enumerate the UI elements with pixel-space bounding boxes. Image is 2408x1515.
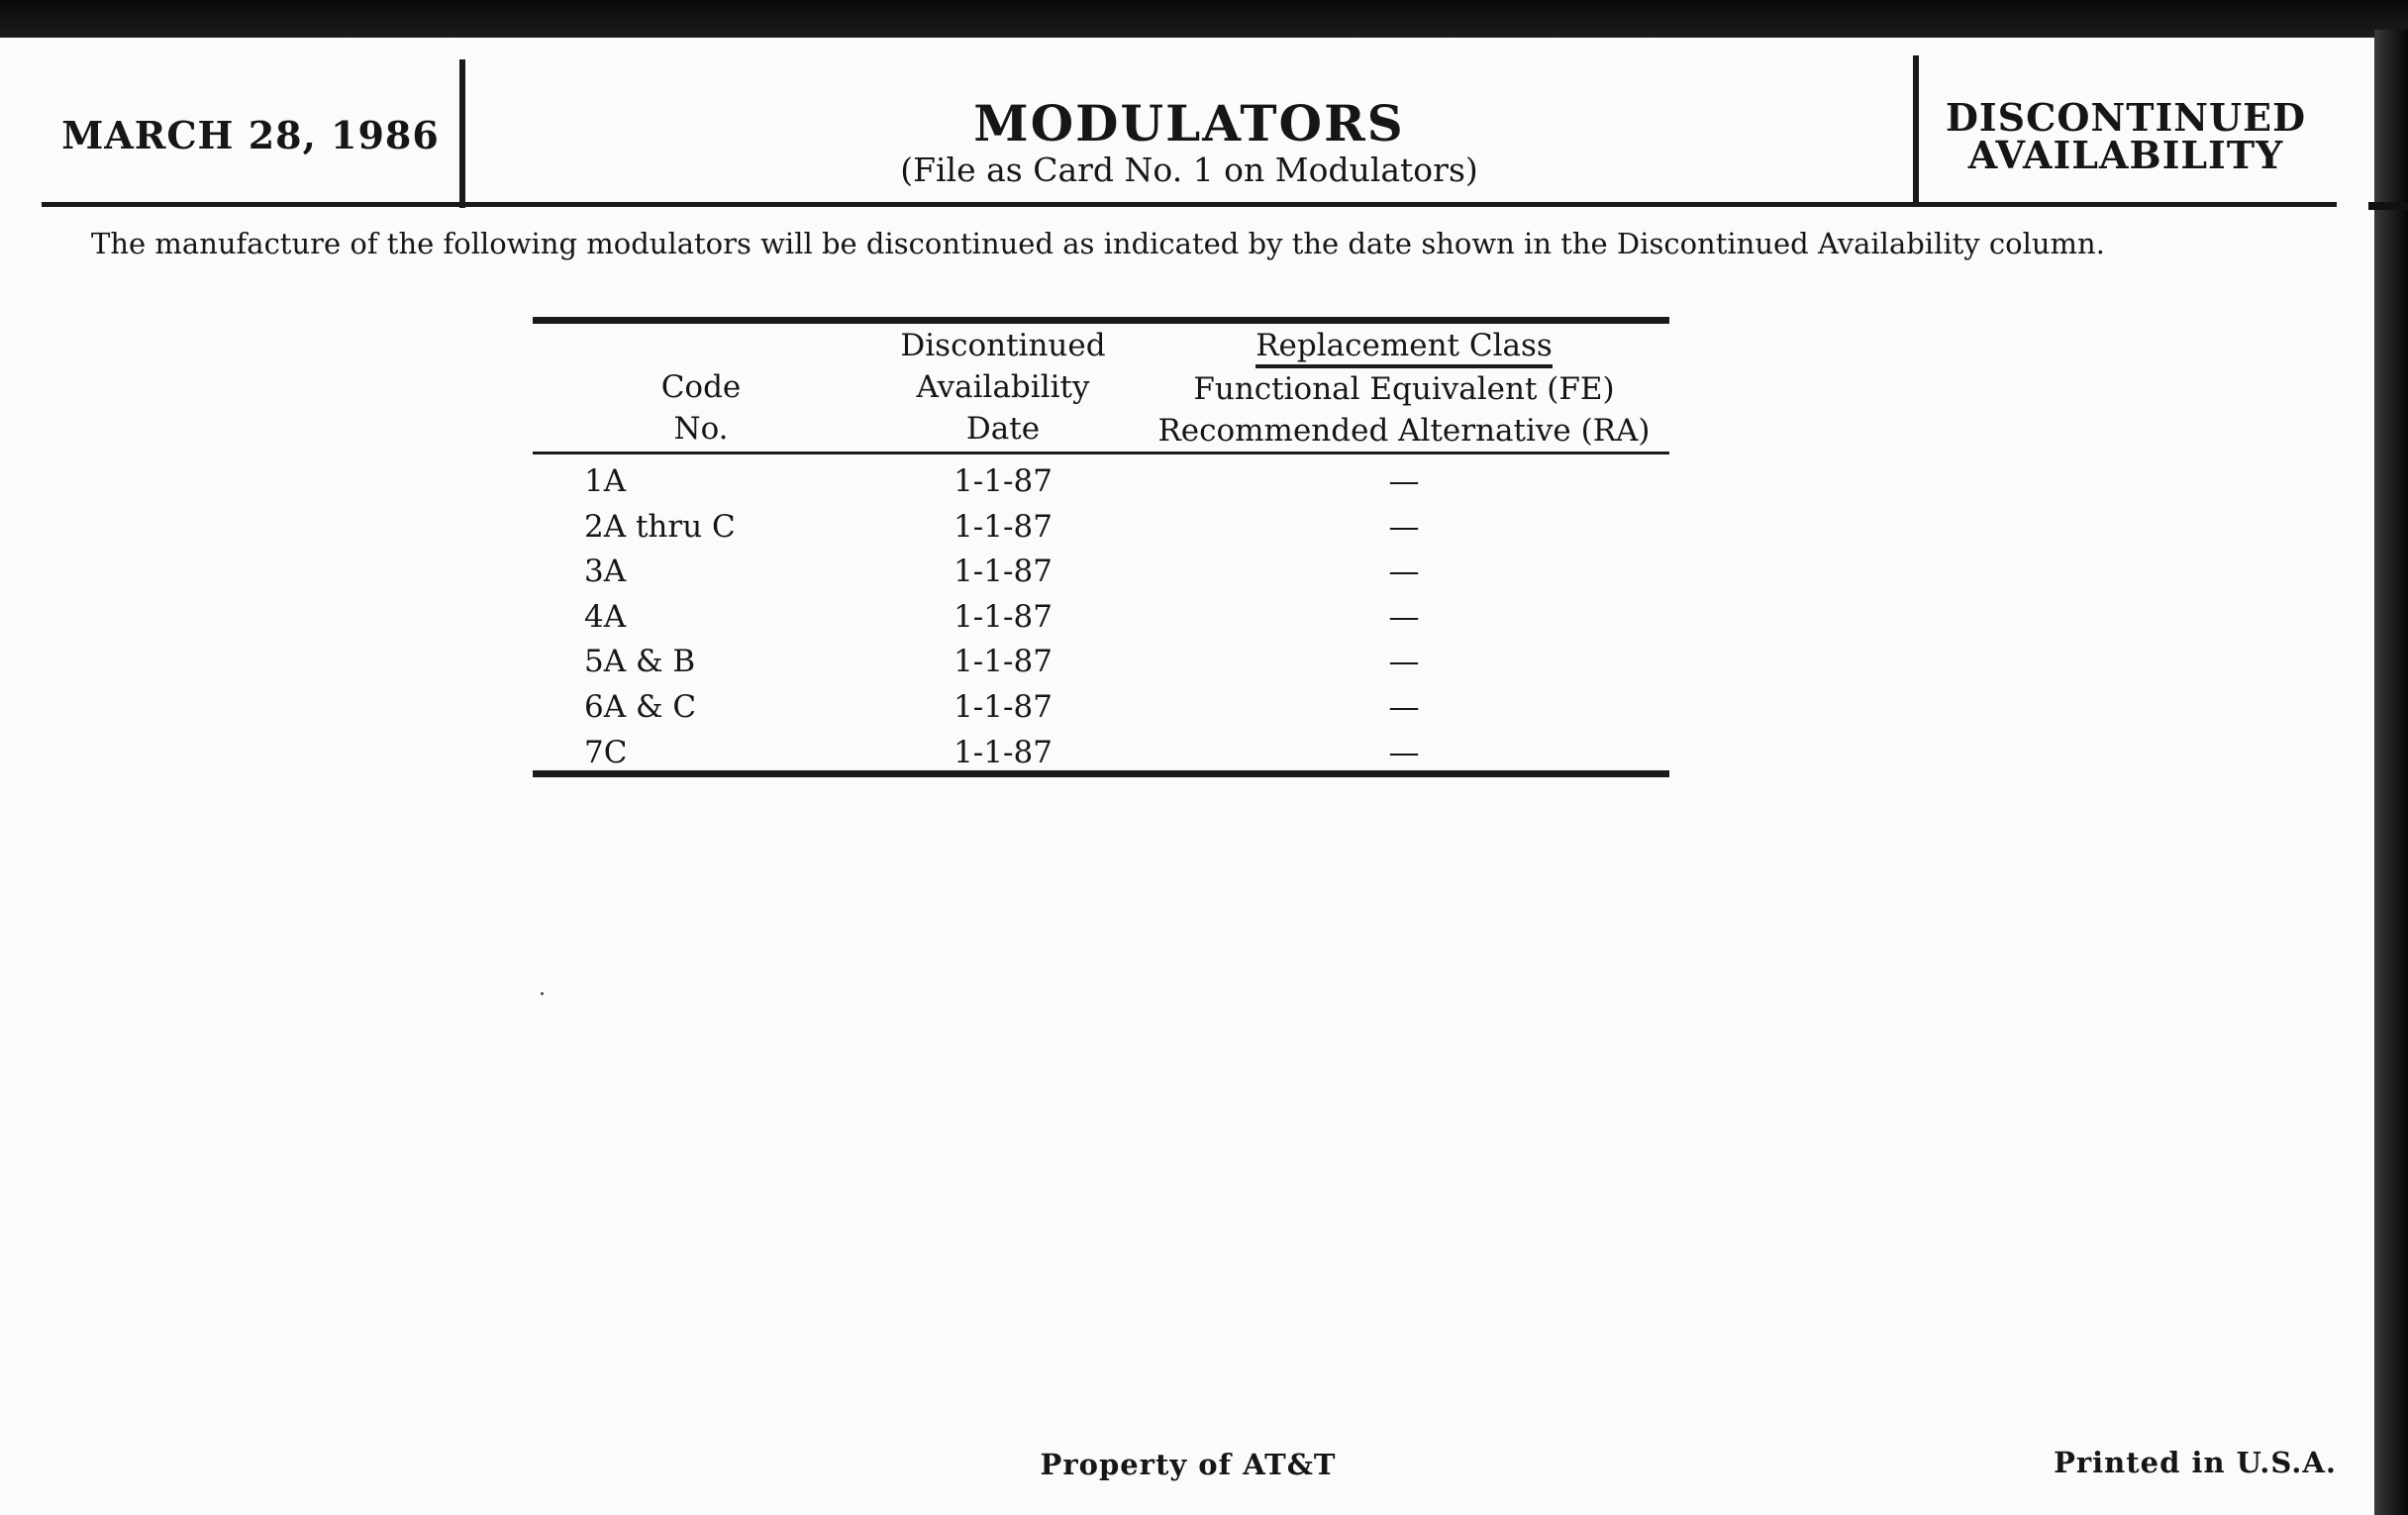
- header-replacement-line: Recommended Alternative (RA): [1157, 413, 1651, 449]
- scan-speck: [541, 992, 544, 995]
- date-cell: 1-1-87: [953, 508, 1053, 545]
- replacement-cell: —: [1388, 554, 1420, 590]
- code-cell: 7C: [584, 734, 628, 770]
- intro-paragraph: The manufacture of the following modulators will be discontinued as indicated by the date shown in the Discontinued Availability column.: [91, 227, 2105, 260]
- header-code-line: No.: [673, 411, 729, 447]
- page-subtitle: (File as Card No. 1 on Modulators): [900, 151, 1478, 189]
- footer-property: Property of AT&T: [1040, 1448, 1337, 1481]
- title-block: [465, 94, 1913, 190]
- code-cell: 5A & B: [584, 644, 696, 680]
- table-top-rule: [533, 317, 1669, 324]
- page-title: MODULATORS: [973, 94, 1405, 152]
- header-replacement-line: Functional Equivalent (FE): [1193, 371, 1615, 407]
- header-date-line: Discontinued: [900, 328, 1106, 363]
- scan-border-top: [0, 0, 2408, 38]
- scan-border-right: [2374, 30, 2408, 1515]
- footer-printed: Printed in U.S.A.: [2054, 1446, 2337, 1479]
- date-cell: 1-1-87: [953, 463, 1053, 499]
- table-row: [533, 731, 1669, 776]
- scan-edge-mark: [2368, 202, 2408, 210]
- table-row: [533, 505, 1669, 551]
- replacement-cell: —: [1388, 508, 1420, 545]
- date-cell: 1-1-87: [953, 688, 1053, 725]
- status-line-1: DISCONTINUED: [1945, 95, 2307, 140]
- header-replacement-class: [1087, 325, 1721, 452]
- date-cell: 1-1-87: [953, 644, 1053, 680]
- code-cell: 1A: [584, 463, 627, 499]
- replacement-cell: —: [1388, 734, 1420, 770]
- issue-date: MARCH 28, 1986: [61, 113, 440, 157]
- table-row: [533, 595, 1669, 641]
- table-row: [533, 550, 1669, 595]
- code-cell: 2A thru C: [584, 508, 736, 545]
- date-cell: 1-1-87: [953, 554, 1053, 590]
- header-code-line: Code: [660, 369, 742, 405]
- header-date-line: Date: [965, 411, 1041, 447]
- header-rule: [42, 202, 2337, 207]
- header-replacement-line: Replacement Class: [1255, 329, 1553, 368]
- date-cell: 1-1-87: [953, 734, 1053, 770]
- replacement-cell: —: [1388, 644, 1420, 680]
- table-row: [533, 640, 1669, 685]
- date-cell: 1-1-87: [953, 598, 1053, 635]
- replacement-cell: —: [1388, 463, 1420, 499]
- table-header-rule: [533, 452, 1669, 454]
- table-body: [533, 459, 1669, 775]
- table-bottom-rule: [533, 770, 1669, 777]
- table-row: [533, 685, 1669, 731]
- code-cell: 6A & C: [584, 688, 697, 725]
- status-label: [1919, 95, 2333, 177]
- code-cell: 3A: [584, 554, 627, 590]
- replacement-cell: —: [1388, 688, 1420, 725]
- header-date-line: Availability: [916, 369, 1090, 405]
- code-cell: 4A: [584, 598, 627, 635]
- table-row: [533, 459, 1669, 505]
- status-line-2: AVAILABILITY: [1967, 133, 2284, 177]
- replacement-cell: —: [1388, 598, 1420, 635]
